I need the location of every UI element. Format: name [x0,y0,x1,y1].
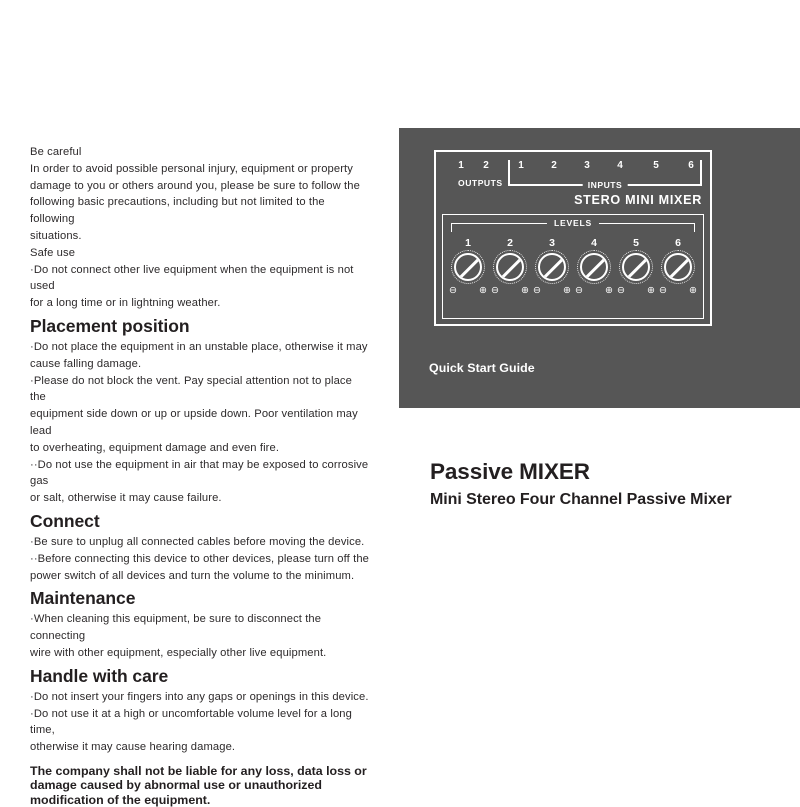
instruction-text-lines [30,144,370,756]
instruction-line: or salt, otherwise it may cause failure. [30,492,222,505]
levels-bracket [451,218,695,232]
knob-range-markers [491,286,529,296]
section-heading: Handle with care [30,665,169,686]
brand-label: STERO MINI MIXER [574,193,702,207]
instruction-line: power switch of all devices and turn the volume to the minimum. [30,569,355,582]
knob-number: 3 [549,237,555,249]
knob-range-markers [533,286,571,296]
knob-dial-icon[interactable] [535,250,569,284]
instruction-line: ·When cleaning this equipment, be sure to disconnect the connecting [30,613,322,643]
instruction-line: ··Before connecting this device to other devices, please turn off the [30,552,369,565]
knob-channel-5[interactable] [615,237,657,296]
instruction-line: ··Do not use the equipment in air that may be exposed to corrosive gas [30,458,369,488]
instruction-line: ·Be sure to unplug all connected cables before moving the device. [30,535,365,548]
liability-disclaimer: The company shall not be liable for any loss, data loss or damage caused by abnormal use or unauthorized modification of the equipment. [30,763,367,807]
knob-channel-2[interactable] [489,237,531,296]
input-number-3: 3 [584,160,590,171]
instruction-line: for a long time or in lightning weather. [30,297,221,310]
minus-icon: ⊖ [617,285,625,296]
instruction-line: situations. [30,229,82,242]
knob-dial-icon[interactable] [451,250,485,284]
knob-body-icon [580,253,608,281]
knob-range-markers [575,286,613,296]
knob-body-icon [664,253,692,281]
section-heading: Maintenance [30,588,136,609]
minus-icon: ⊖ [659,285,667,296]
knob-body-icon [496,253,524,281]
knob-body-icon [538,253,566,281]
knob-body-icon [622,253,650,281]
mixer-front-panel [434,150,712,326]
knob-channel-1[interactable] [447,237,489,296]
instruction-line: Be careful [30,146,82,158]
knob-dial-icon[interactable] [493,250,527,284]
knob-number: 1 [465,237,471,249]
knob-number: 4 [591,237,597,249]
knob-channel-4[interactable] [573,237,615,296]
instruction-line: damage to you or others around you, please be sure to follow the [30,179,360,192]
output-number-2: 2 [483,160,489,171]
outputs-label: OUTPUTS [458,178,503,188]
plus-icon: ⊕ [689,285,697,296]
plus-icon: ⊕ [647,285,655,296]
page-subtitle: Mini Stereo Four Channel Passive Mixer [430,491,732,508]
knob-dial-icon[interactable] [661,250,695,284]
plus-icon: ⊕ [563,285,571,296]
instruction-line: ·Do not place the equipment in an unstable place, otherwise it may [30,340,368,353]
knob-number: 2 [507,237,513,249]
page-title: Passive MIXER [430,459,590,484]
output-number-1: 1 [458,160,464,171]
levels-section [442,214,704,319]
quick-start-guide-label: Quick Start Guide [429,361,535,375]
instruction-line: wire with other equipment, especially other live equipment. [30,646,327,659]
input-number-5: 5 [653,160,659,171]
knob-channel-6[interactable] [657,237,699,296]
minus-icon: ⊖ [575,285,583,296]
minus-icon: ⊖ [533,285,541,296]
instruction-line: to overheating, equipment damage and even fire. [30,441,280,454]
section-heading: Connect [30,510,100,531]
product-image-panel [399,128,800,408]
instruction-line: In order to avoid possible personal injury, equipment or property [30,162,353,175]
levels-label: LEVELS [547,218,599,229]
title-block [430,458,790,511]
knob-range-markers [449,286,487,296]
instructions-column [30,144,370,807]
plus-icon: ⊕ [605,285,613,296]
plus-icon: ⊕ [521,285,529,296]
knob-number: 6 [675,237,681,249]
knob-dial-icon[interactable] [619,250,653,284]
knob-range-markers [659,286,697,296]
instruction-line: equipment side down or up or upside down. Poor ventilation may lead [30,408,358,437]
instruction-line: cause falling damage. [30,357,142,370]
plus-icon: ⊕ [479,285,487,296]
instruction-line: ·Do not connect other live equipment when the equipment is not used [30,263,354,293]
section-heading: Placement position [30,315,190,336]
knob-number: 5 [633,237,639,249]
input-number-2: 2 [551,160,557,171]
minus-icon: ⊖ [449,285,457,296]
input-number-4: 4 [617,160,623,171]
input-number-6: 6 [688,160,694,171]
knob-dial-icon[interactable] [577,250,611,284]
instruction-line: following basic precautions, including but not limited to the following [30,196,325,226]
instruction-line: ·Do not insert your fingers into any gaps or openings in this device. [30,690,369,703]
knob-channel-3[interactable] [531,237,573,296]
instruction-line: ·Do not use it at a high or uncomfortable volume level for a long time, [30,707,352,737]
instruction-line: Safe use [30,246,76,259]
knob-body-icon [454,253,482,281]
knob-row [447,237,699,316]
instruction-line: ·Please do not block the vent. Pay special attention not to place the [30,374,352,404]
input-number-1: 1 [518,160,524,171]
knob-range-markers [617,286,655,296]
inputs-bracket [508,160,702,190]
minus-icon: ⊖ [491,285,499,296]
instruction-line: otherwise it may cause hearing damage. [30,741,236,754]
inputs-label: INPUTS [583,180,628,191]
